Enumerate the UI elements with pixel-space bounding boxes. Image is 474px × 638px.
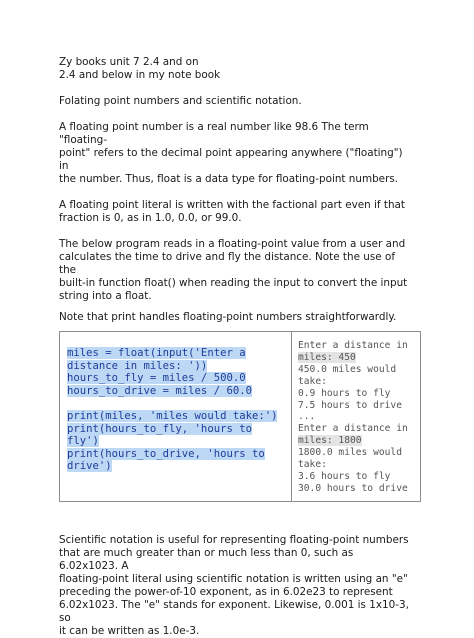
paragraph-print-note: Note that print handles floating-point numbers straightforwardly.	[59, 311, 397, 323]
header-line-2: 2.4 and below in my note book	[59, 69, 221, 81]
output-line: miles: 1800	[298, 435, 362, 447]
paragraph-floating-point	[59, 121, 410, 186]
code-line: drive')	[67, 460, 112, 473]
text-line: string into a float.	[59, 290, 152, 302]
text-line: point" refers to the decimal point appearing anywhere ("floating") in	[59, 147, 403, 172]
code-line: print(miles, 'miles would take:')	[67, 409, 278, 422]
output-line: 30.0 hours to drive	[298, 482, 408, 494]
text-line: floating-point literal using scientific notation is written using an "e"	[59, 572, 408, 585]
output-line: Enter a distance in	[298, 423, 408, 435]
text-line: preceding the power-of-10 exponent, as in 6.02e23 to represent	[59, 585, 393, 598]
text-line: that are much greater than or much less than 0, such as 6.02x1023. A	[59, 546, 354, 572]
output-line: take:	[298, 459, 327, 471]
output-line: 450.0 miles would	[298, 363, 397, 375]
text-line: fraction is 0, as in 1.0, 0.0, or 99.0.	[59, 212, 242, 224]
text-line: the number. Thus, float is a data type for floating-point numbers.	[59, 173, 399, 185]
text-line: it can be written as 1.0e-3.	[59, 624, 200, 637]
text-line: A floating point number is a real number like 98.6 The term "floating-	[59, 121, 369, 146]
text-line: calculates the time to drive and fly the distance. Note the use of the	[59, 251, 395, 276]
header-line-1: Zy books unit 7 2.4 and on	[59, 56, 199, 68]
text-line: A floating point literal is written with the factional part even if that	[59, 199, 405, 211]
output-line: 1800.0 miles would	[298, 447, 402, 459]
output-line: ...	[298, 411, 316, 423]
paragraph-program	[59, 238, 410, 303]
text-line: Scientific notation is useful for representing floating-point numbers	[59, 533, 409, 546]
output-line: 0.9 hours to fly	[298, 387, 391, 399]
text-line: 6.02x1023. The "e" stands for exponent. Likewise, 0.001 is 1x10-3, so	[59, 598, 409, 624]
output-line: 7.5 hours to drive	[298, 399, 402, 411]
text-line: The below program reads in a floating-point value from a user and	[59, 238, 406, 250]
output-line: miles: 450	[298, 351, 356, 363]
text-line: built-in function float() when reading the input to convert the input	[59, 277, 408, 289]
output-line: take:	[298, 375, 327, 387]
code-line: print(hours_to_fly, 'hours to	[67, 422, 252, 435]
code-example-box	[59, 331, 421, 502]
output-line: Enter a distance in	[298, 340, 408, 351]
code-line: hours_to_fly = miles / 500.0	[67, 372, 246, 385]
code-output	[292, 332, 420, 501]
output-line: 3.6 hours to fly	[298, 470, 391, 482]
paragraph-scientific-notation	[59, 534, 410, 638]
code-line: hours_to_drive = miles / 60.0	[67, 384, 252, 397]
code-blank-line	[67, 397, 287, 410]
paragraph-literal	[59, 199, 410, 225]
code-line: miles = float(input('Enter a	[67, 347, 246, 359]
code-line: distance in miles: '))	[67, 359, 208, 372]
code-line: print(hours_to_drive, 'hours to	[67, 447, 265, 460]
code-line: fly')	[67, 435, 99, 448]
section-title: Folating point numbers and scientific notation.	[59, 95, 302, 107]
code-listing	[60, 332, 292, 501]
